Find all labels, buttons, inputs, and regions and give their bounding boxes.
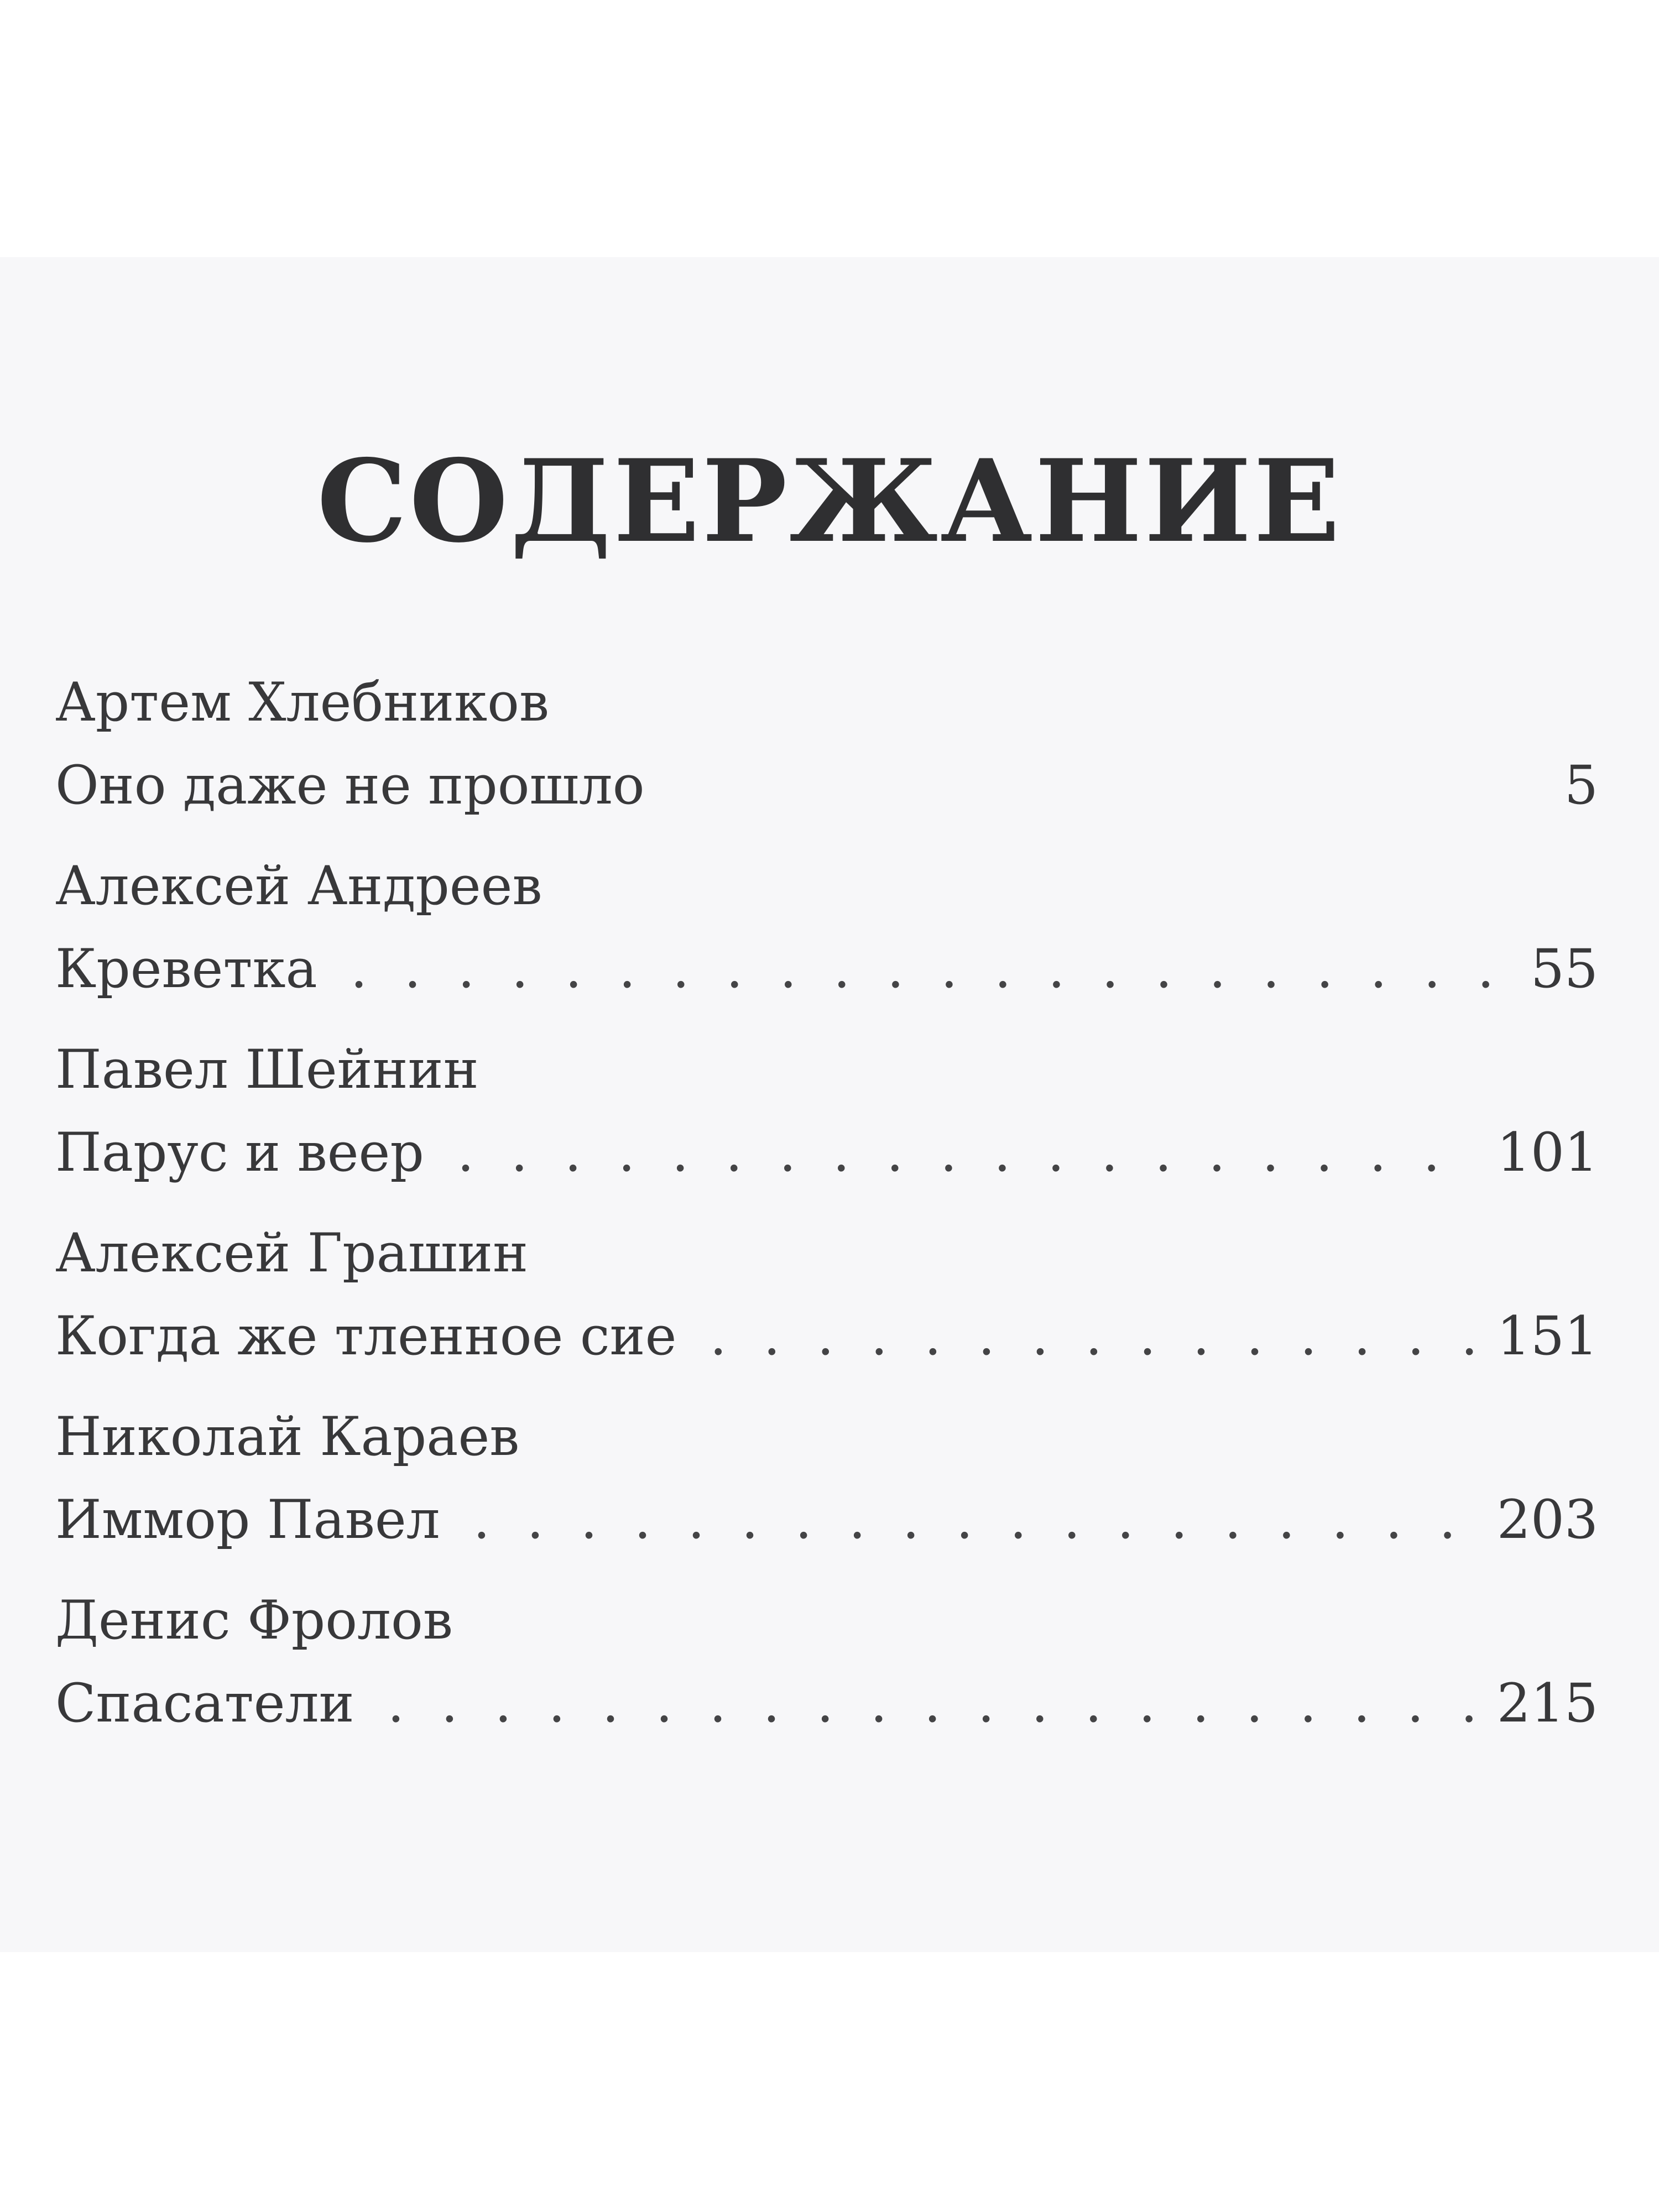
toc-page-number: 151	[1496, 1305, 1598, 1367]
toc-story-title: Иммор Павел	[55, 1489, 440, 1551]
toc-author: Алексей Андреев	[55, 855, 542, 917]
toc-story-title: Креветка	[55, 938, 317, 1000]
toc-story-line	[55, 1662, 1598, 1745]
toc-author: Артем Хлебников	[55, 671, 550, 733]
toc-story-title: Оно даже не прошло	[55, 754, 645, 816]
toc-author: Павел Шейнин	[55, 1039, 479, 1100]
toc-author: Николай Караев	[55, 1406, 520, 1468]
toc-entry	[55, 661, 1598, 827]
toc-author: Алексей Грашин	[55, 1222, 529, 1284]
toc-page-number: 203	[1496, 1489, 1598, 1551]
toc-entry	[55, 1028, 1598, 1194]
toc-story-line	[55, 927, 1598, 1010]
table-of-contents	[55, 661, 1598, 1762]
dot-leader	[473, 1478, 1481, 1561]
toc-page-number: 55	[1530, 938, 1598, 1000]
dot-leader	[388, 1662, 1481, 1745]
dot-leader	[351, 927, 1515, 1010]
toc-page-number: 215	[1496, 1672, 1598, 1734]
toc-page-number: 101	[1496, 1121, 1598, 1183]
toc-story-title: Когда же тленное сие	[55, 1305, 677, 1367]
toc-entry	[55, 844, 1598, 1010]
toc-story-line	[55, 1478, 1598, 1561]
dot-leader	[457, 1111, 1481, 1194]
toc-page-number: 5	[1564, 754, 1598, 816]
toc-entry	[55, 1395, 1598, 1561]
toc-story-line	[55, 744, 1598, 827]
toc-author: Денис Фролов	[55, 1589, 453, 1651]
toc-story-line	[55, 1295, 1598, 1378]
toc-entry	[55, 1212, 1598, 1378]
toc-story-line	[55, 1111, 1598, 1194]
toc-entry	[55, 1579, 1598, 1745]
toc-story-title: Спасатели	[55, 1672, 354, 1734]
toc-story-title: Парус и веер	[55, 1121, 424, 1183]
page-title: СОДЕРЖАНИЕ	[317, 435, 1342, 568]
dot-leader	[709, 1295, 1481, 1378]
